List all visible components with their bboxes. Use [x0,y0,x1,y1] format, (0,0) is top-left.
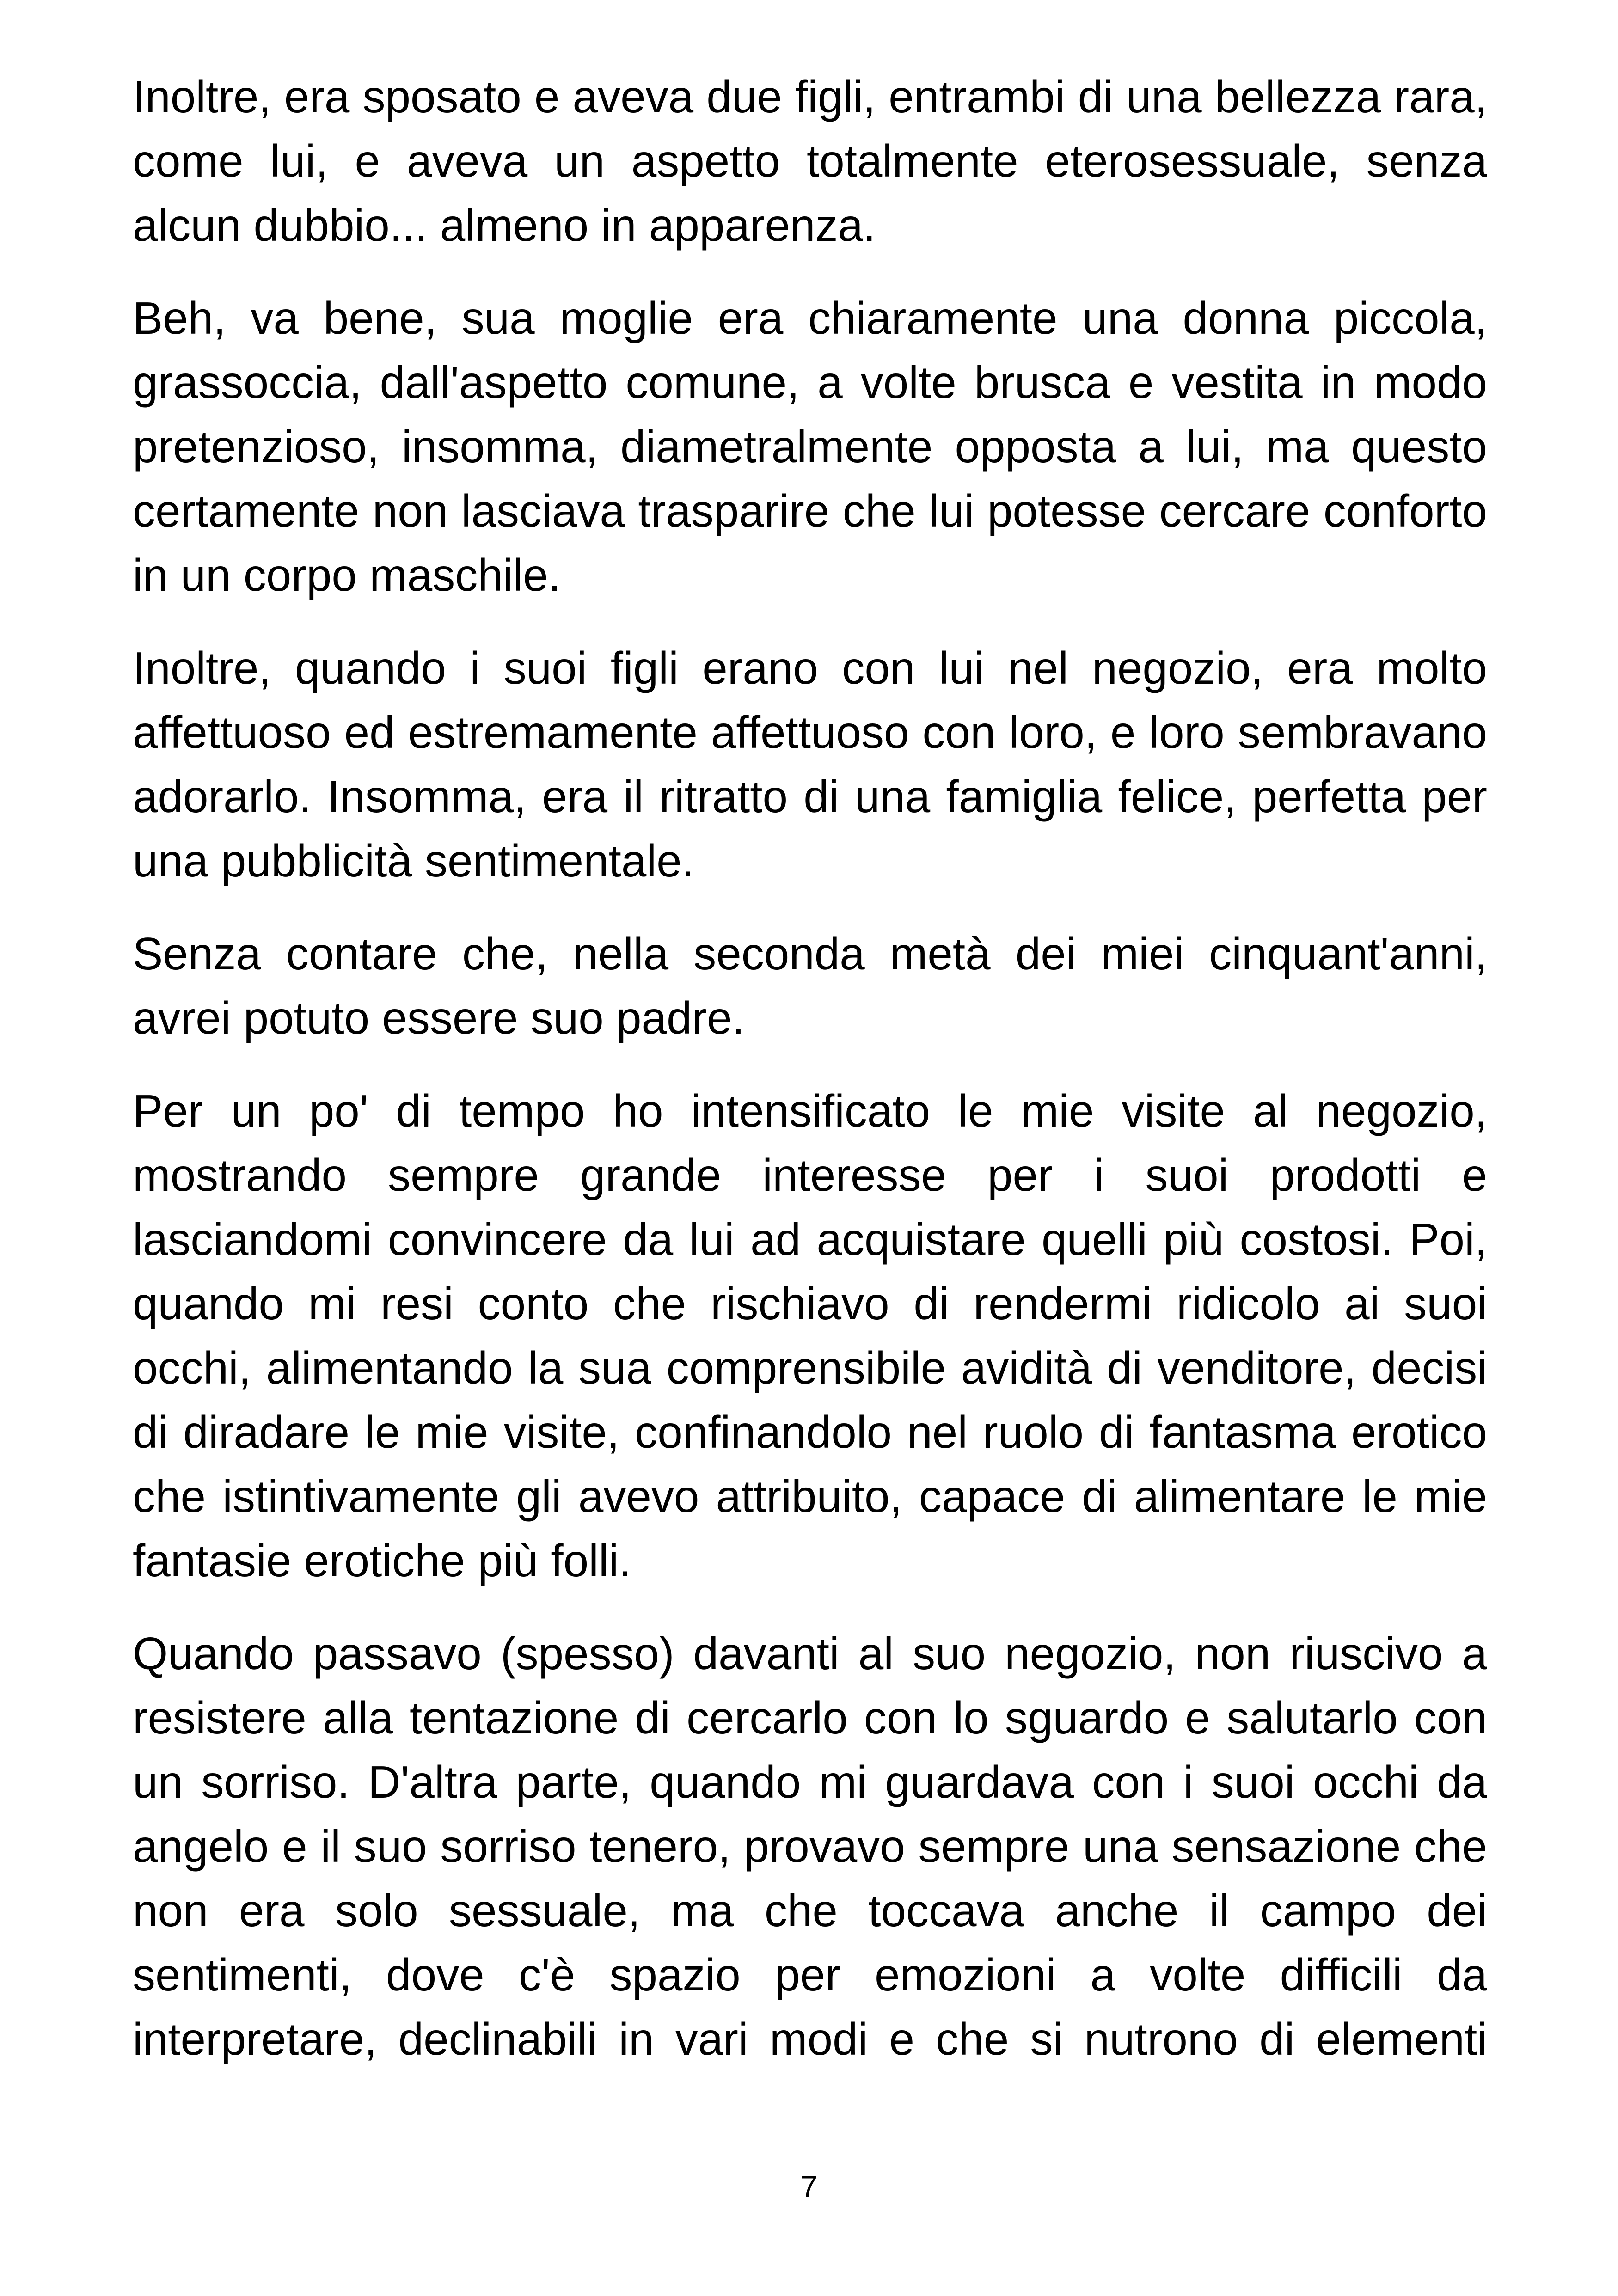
paragraph: Senza contare che, nella seconda metà dei miei cinquant'anni, avrei potuto essere suo padre. [133,928,1487,1043]
paragraph: Inoltre, quando i suoi figli erano con lui nel negozio, era molto affettuoso ed estremamente affettuoso con loro, e loro sembravano adorarlo. Insomma, era il ritratto di una famiglia felice, perfetta per una pubblicità sentimentale. [133,643,1487,886]
paragraph: Quando passavo (spesso) davanti al suo negozio, non riuscivo a resistere alla tentazione di cercarlo con lo sguardo e salutarlo con un sorriso. D'altra parte, quando mi guardava con i suoi occhi da angelo e il suo sorriso tenero, provavo sempre una sensazione che non era solo sessuale, ma che toccava anche il campo dei sentimenti, dove c'è spazio per emozioni a volte difficili da interpretare, declinabili in vari modi e che si nutrono di elementi [133,1628,1487,2064]
page-body [133,65,1487,2100]
paragraph: Per un po' di tempo ho intensificato le mie visite al negozio, mostrando sempre grande interesse per i suoi prodotti e lasciandomi convincere da lui ad acquistare quelli più costosi. Poi, quando mi resi conto che rischiavo di rendermi ridicolo ai suoi occhi, alimentando la sua comprensibile avidità di venditore, decisi di diradare le mie visite, confinandolo nel ruolo di fantasma erotico che istintivamente gli avevo attribuito, capace di alimentare le mie fantasie erotiche più folli. [133,1085,1487,1586]
paragraph: Beh, va bene, sua moglie era chiaramente una donna piccola, grassoccia, dall'aspetto comune, a volte brusca e vestita in modo pretenzioso, insomma, diametralmente opposta a lui, ma questo certamente non lasciava trasparire che lui potesse cercare conforto in un corpo maschile. [133,293,1487,600]
paragraph: Inoltre, era sposato e aveva due figli, entrambi di una bellezza rara, come lui, e aveva un aspetto totalmente eterosessuale, senza alcun dubbio... almeno in apparenza. [133,71,1487,251]
page-number: 7 [800,2169,818,2204]
